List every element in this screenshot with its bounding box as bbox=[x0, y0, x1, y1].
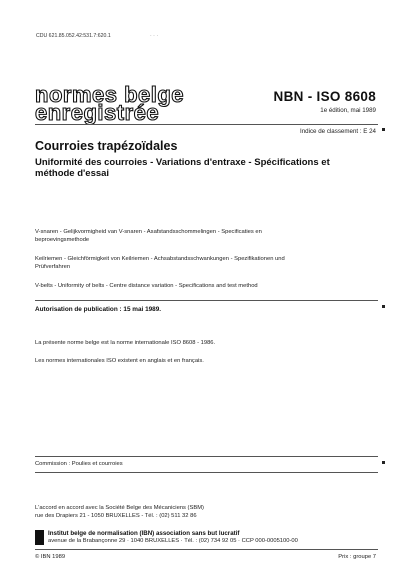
brand-title-line1: normes belge bbox=[35, 82, 185, 107]
price-group: Prix : groupe 7 bbox=[338, 554, 376, 560]
title-german-line2: Prüfverfahren bbox=[35, 264, 71, 270]
institute-name: Institut belge de normalisation (IBN) association sans but lucratif bbox=[48, 530, 240, 537]
commission-bottom-divider bbox=[35, 472, 378, 473]
footer-divider bbox=[35, 549, 378, 550]
title-dutch-line1: V-snaren - Gelijkvormigheid van V-snaren - Asafstandsschommelingen - Specificaties en bbox=[35, 229, 262, 235]
copyright: © IBN 1989 bbox=[35, 554, 66, 560]
agreement-address: rue des Drapiers 21 - 1050 BRUXELLES - Tél. : (02) 511 32 86 bbox=[35, 513, 197, 519]
scan-speckle: · · · bbox=[150, 33, 159, 39]
classification-index: Indice de classement : E 24 bbox=[299, 128, 376, 135]
body-paragraph-1: La présente norme belge est la norme internationale ISO 8608 - 1986. bbox=[35, 340, 216, 346]
edition-date: 1e édition, mai 1989 bbox=[320, 107, 376, 114]
subtitle-line1: Uniformité des courroies - Variations d'entraxe - Spécifications et bbox=[35, 157, 330, 168]
title-english: V-belts - Uniformity of belts - Centre distance variation - Specifications and test method bbox=[35, 283, 258, 289]
cdu-reference: CDU 621.85.052.42:531.7:620.1 bbox=[36, 33, 111, 39]
header-divider bbox=[35, 124, 378, 125]
margin-mark bbox=[382, 461, 385, 464]
main-title: Courroies trapézoïdales bbox=[35, 139, 178, 153]
standard-number: NBN - ISO 8608 bbox=[273, 89, 376, 104]
subtitle-line2: méthode d'essai bbox=[35, 168, 110, 179]
publication-authorization: Autorisation de publication : 15 mai 1989. bbox=[35, 306, 162, 313]
title-dutch-line2: beproevingsmethode bbox=[35, 237, 90, 243]
margin-mark bbox=[382, 128, 385, 131]
agreement-line: L'accord en accord avec la Société Belge des Mécaniciens (SBM) bbox=[35, 505, 204, 511]
margin-mark bbox=[382, 305, 385, 308]
ibn-logo bbox=[35, 530, 44, 545]
institute-address: avenue de la Brabançonne 29 · 1040 BRUXELLES · Tél. : (02) 734 92 05 · CCP 000-0005100-00 bbox=[48, 538, 298, 544]
commission-top-divider bbox=[35, 456, 378, 457]
translations-divider bbox=[35, 300, 378, 301]
body-paragraph-2: Les normes internationales ISO existent en anglais et en français. bbox=[35, 358, 204, 364]
commission: Commission : Poulies et courroies bbox=[35, 461, 123, 467]
title-german-line1: Keilriemen - Gleichförmigkeit von Keilriemen - Achsabstandsschwankungen - Spezifikationen und bbox=[35, 256, 285, 262]
brand-title-line2: enregistrée bbox=[35, 100, 160, 125]
